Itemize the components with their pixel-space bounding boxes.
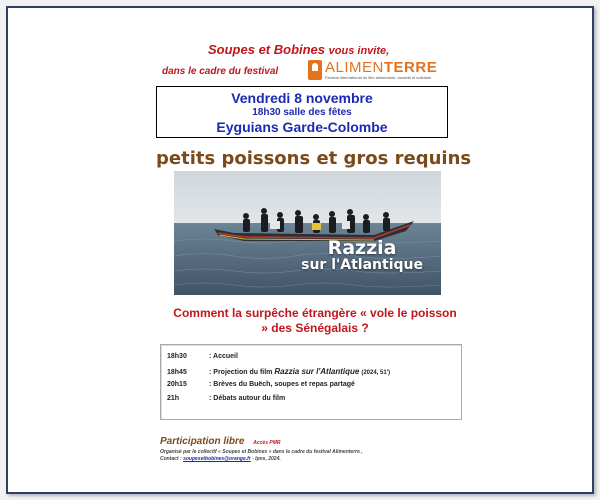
question-text: Comment la surpêche étrangère « vole le poisson » des Sénégalais ?	[173, 306, 457, 335]
invite-suffix: vous invite,	[328, 45, 390, 57]
event-time-venue: 18h30 salle des fêtes	[252, 107, 352, 118]
flyer-sheet	[6, 6, 594, 494]
alimenterre-logo	[308, 58, 468, 82]
program-row: 20h15 : Brèves du Buëch, soupes et repas partagé	[167, 381, 355, 388]
event-info-box	[156, 86, 448, 138]
festival-intro: dans le cadre du festival	[162, 66, 279, 77]
program-box	[160, 344, 462, 420]
cfsi-logo-icon	[308, 60, 322, 80]
event-place: Eyguians Garde-Colombe	[216, 119, 388, 135]
fishing-boat-image	[174, 171, 441, 295]
org-name: Soupes et Bobines	[208, 42, 326, 57]
organizer-line: Organisé par le collectif « Soupes et Bobines » dans le cadre du festival Alimenterre ,	[160, 449, 363, 455]
logo-tagline: Festival international du film alimentaire, durable et solidaire	[325, 75, 432, 80]
contact-email-link[interactable]: soupesetbobines@orange.fr	[183, 456, 251, 462]
logo-wordmark: ALIMENTERRE	[325, 59, 438, 76]
film-poster-photo	[174, 171, 441, 295]
headline: petits poissons et gros requins	[156, 148, 472, 169]
invite-line	[208, 42, 389, 57]
program-row: 18h45 : Projection du film Razzia sur l'Atlantique (2024, 51')	[167, 367, 391, 376]
program-row: 18h30 : Accueil	[167, 353, 238, 360]
film-title-line2: sur l'Atlantique	[301, 257, 423, 273]
film-title-line1: Razzia	[327, 237, 397, 259]
event-date: Vendredi 8 novembre	[231, 90, 373, 106]
film-title-overlay	[301, 239, 423, 272]
participation	[160, 436, 280, 447]
program-film-title: Razzia sur l'Atlantique	[274, 367, 360, 376]
program-row: 21h : Débats autour du film	[167, 395, 286, 402]
contact-line: Contact : soupesetbobines@orange.fr - Ipns, 2024.	[160, 456, 281, 462]
participation-label: Participation libre	[160, 436, 245, 447]
access-label: Accès PMR	[253, 440, 281, 446]
